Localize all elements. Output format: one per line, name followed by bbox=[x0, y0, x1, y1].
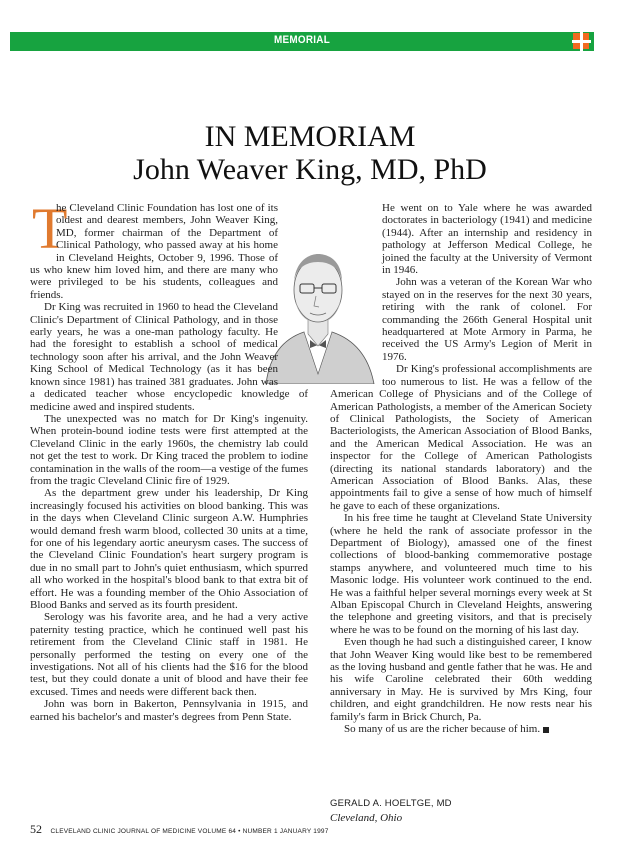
author-signature bbox=[330, 797, 592, 825]
page-subtitle: John Weaver King, MD, PhD bbox=[133, 153, 487, 186]
paragraph: John was born in Bakerton, Pennsylvania in 1915, and earned his bachelor's and master's degrees from Penn State. bbox=[30, 698, 308, 723]
article-column-right bbox=[330, 202, 592, 735]
paragraph: He went on to Yale where he was awarded doctorates in bacteriology (1941) and medicine (1944). After an internship and residency in pathology at Jefferson Medical College, he joined the faculty at the University of Vermont in 1946. bbox=[382, 202, 592, 277]
page-number: 52 bbox=[30, 822, 42, 836]
paragraph: John was a veteran of the Korean War who stayed on in the reserves for the next 30 years, retiring with the rank of colonel. For commanding the 266th General Hospital unit headquartered at Mote Armory in Parma, he received the US Army's Legion of Merit in 1976. bbox=[382, 276, 592, 363]
paragraph: The unexpected was no match for Dr King's ingenuity. When protein-bound iodine tests were first attempted at the Cleveland Clinic in the early 1960s, the chemistry lab could not get the test to work. Dr King traced the problem to iodine contamination in the walls of the room—a vestige of the fumes from the tragic Cleveland Clinic fire of 1929. bbox=[30, 412, 308, 487]
article-column-left bbox=[30, 196, 308, 723]
paragraph: Serology was his favorite area, and he had a very active paternity testing practice, which he continued well past his retirement from the Cleveland Clinic staff in 1981. He personally performed the testing on every one of the investigations. Not all of his clients had the $16 for the blood test, but they could donate a unit of blood and have their fee excused. Times and needs were different back then. bbox=[30, 611, 308, 698]
paragraph: Dr King's professional accomplishments are too numerous to list. He was a fellow of the American College of Physicians and of the College of American Pathologists, a member of the American Society of Clinical Pathologists, the Society of American Bacteriologists, the American Association of Blood Banks, and the American Medical Association. He was an inspector for the College of American Pathologists (directing its national standards laboratory) and the American Association of Blood Banks. Alas, these appointments fail to give a sense of how much of himself he gave to each of these organizations. bbox=[330, 363, 592, 512]
journal-citation: CLEVELAND CLINIC JOURNAL OF MEDICINE VOLUME 64 • NUMBER 1 JANUARY 1997 bbox=[50, 828, 329, 835]
page-footer bbox=[30, 822, 590, 837]
section-header-bar bbox=[10, 32, 594, 51]
dropcap-letter: T bbox=[32, 196, 68, 261]
page-title: IN MEMORIAM bbox=[204, 120, 416, 153]
author-location: Cleveland, Ohio bbox=[330, 812, 403, 824]
dropcap-box bbox=[30, 196, 68, 261]
paragraph: Dr King was recruited in 1960 to head the Cleveland Clinic's Department of Clinical Pathology, and in those early years, he was a one-man pathology faculty. He had the foresight to establish a school of medical technology soon after his arrival, and the John Weaver King School of Medical Technology (as it has been known since 1981) has trained 381 graduates. John was a dedicated teacher whose encyclopedic knowledge of medicine awed and inspired students. bbox=[30, 301, 308, 413]
paragraph: Even though he had such a distinguished career, I know that John Weaver King would like best to be remembered as the loving husband and gentle father that he was. He and his wife Caroline celebrated their 60th wedding anniversary in May. He is survived by Mrs King, four children, and eight grandchildren. He now rests near his family's farm in Brick Church, Pa. bbox=[330, 636, 592, 723]
author-name: GERALD A. HOELTGE, MD bbox=[330, 798, 452, 809]
paragraph: he Cleveland Clinic Foundation has lost one of its oldest and dearest members, John Weaver King, MD, former chairman of the Department of Clinical Pathology, who passed away at his home in Cleveland Heights, October 9, 1996. Those of us who knew him loved him, and there are many who were privileged to be his students, colleagues and friends. bbox=[30, 202, 278, 301]
paragraph: As the department grew under his leadership, Dr King increasingly focused his activities on blood banking. This was in the days when Cleveland Clinic surgeon A.W. Humphries would demand fresh warm blood, collected 30 units at a time, for one of his legendary aortic aneurysm cases. The success of the Cleveland Clinic Foundation's heart surgery program is due in no small part to John's quiet enthusiasm, which spurred all who worked in the hospital's blood bank to that extra bit of effort. He was a founding member of the Ohio Association of Blood Banks and served as its fourth president. bbox=[30, 487, 308, 611]
closing-text: So many of us are the richer because of him. bbox=[344, 723, 541, 736]
paragraph-closing bbox=[330, 723, 592, 735]
journal-logo-icon bbox=[572, 32, 591, 51]
end-mark-icon bbox=[543, 727, 549, 733]
portrait-spacer-right bbox=[330, 202, 382, 387]
portrait-spacer-left bbox=[278, 202, 308, 387]
section-label: MEMORIAL bbox=[273, 34, 331, 46]
paragraph: In his free time he taught at Cleveland State University (where he held the rank of associate professor in the Department of Biology), amassed one of the finest collections of blood-banking commemorative postage stamps anywhere, and volunteered much time to his Masonic lodge. His volunteer work continued to the end. He was a faithful helper several mornings every week at St Alban Episcopal Church in Cleveland Heights, answering the telephone and greeting visitors, and that is precisely where he was to be found on the morning of his last day. bbox=[330, 512, 592, 636]
